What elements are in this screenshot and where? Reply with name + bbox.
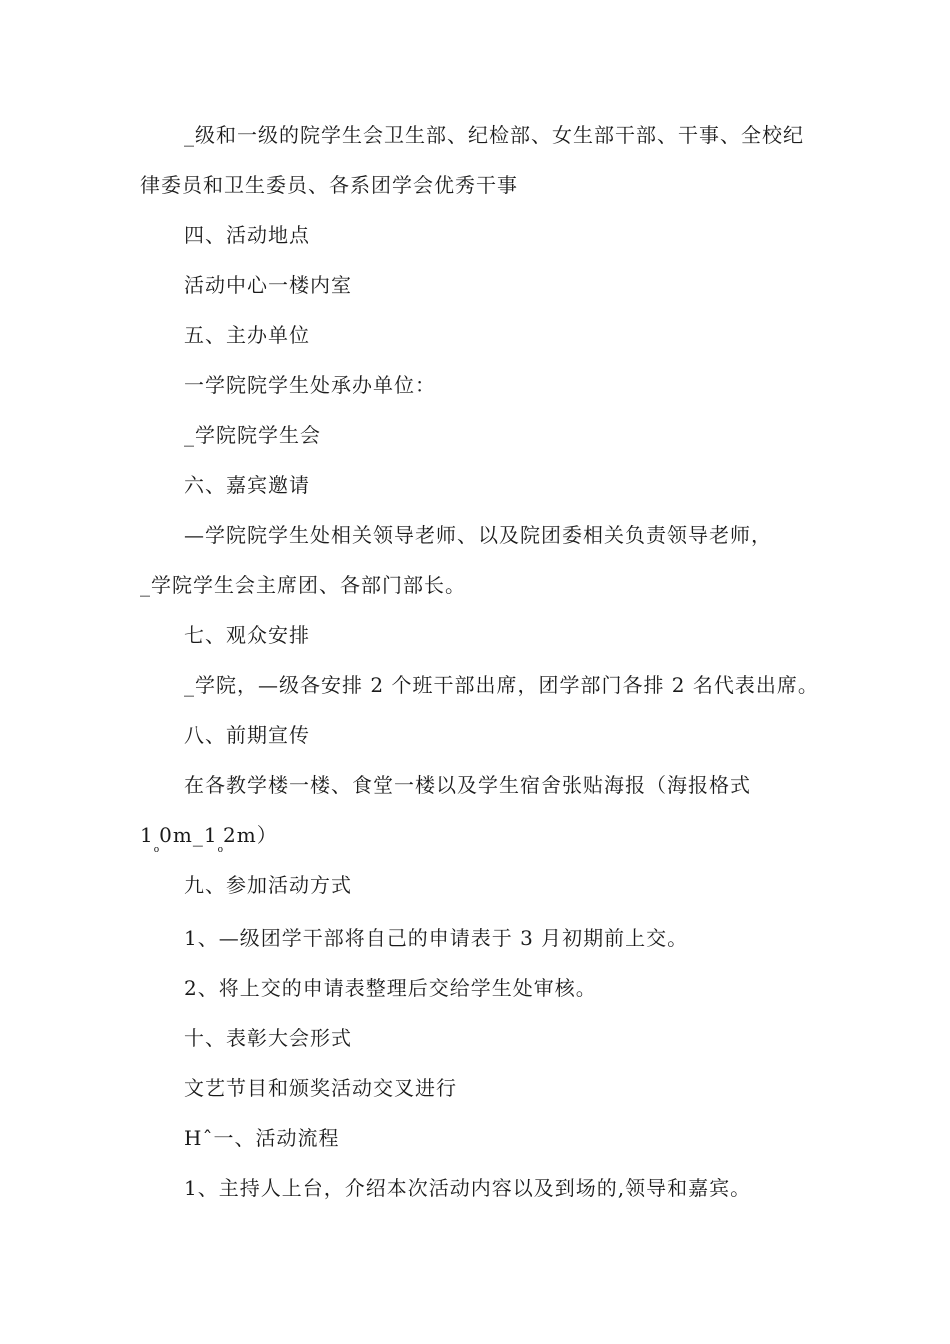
size-part-a: 1: [140, 823, 154, 847]
section-heading-5: 五、主办单位: [184, 323, 310, 347]
section-heading-9: 九、参加活动方式: [184, 873, 352, 897]
size-part-c: 2m）: [223, 823, 278, 847]
section-heading-7: 七、观众安排: [184, 623, 310, 647]
text-line-guests-2: _学院学生会主席团、各部门部长。: [140, 573, 466, 597]
text-line-publicity: 在各教学楼一楼、食堂一楼以及学生宿舍张贴海报（海报格式: [184, 773, 751, 797]
text-line-organizer: 一学院院学生处承办单位：: [184, 373, 436, 397]
text-line-guests-1: —学院院学生处相关领导老师、以及院团委相关负责领导老师，: [184, 523, 772, 547]
size-part-b: 0m_1: [159, 823, 218, 847]
text-line-poster-size: [140, 821, 278, 854]
section-heading-10: 十、表彰大会形式: [184, 1026, 352, 1050]
text-line-method-1: 1、—级团学干部将自己的申请表于 3 月初期前上交。: [184, 926, 689, 950]
text-line-host: _学院院学生会: [184, 423, 321, 447]
size-sub-b: o: [217, 845, 223, 855]
section-heading-11: Hˆ一、活动流程: [184, 1126, 340, 1150]
text-line-format: 文艺节目和颁奖活动交叉进行: [184, 1076, 457, 1100]
section-heading-4: 四、活动地点: [184, 223, 310, 247]
section-heading-6: 六、嘉宾邀请: [184, 473, 310, 497]
text-line-location: 活动中心一楼内室: [184, 273, 352, 297]
text-line-audience: _学院，—级各安排 2 个班干部出席，团学部门各排 2 名代表出席。: [184, 673, 819, 697]
text-line-1: _级和一级的院学生会卫生部、纪检部、女生部干部、干事、全校纪: [184, 123, 804, 147]
text-line-process-1: 1、主持人上台，介绍本次活动内容以及到场的,领导和嘉宾。: [184, 1176, 752, 1200]
size-sub-a: o: [153, 845, 160, 855]
text-line-2: 律委员和卫生委员、各系团学会优秀干事: [140, 173, 518, 197]
text-line-method-2: 2、将上交的申请表整理后交给学生处审核。: [184, 976, 597, 1000]
section-heading-8: 八、前期宣传: [184, 723, 310, 747]
